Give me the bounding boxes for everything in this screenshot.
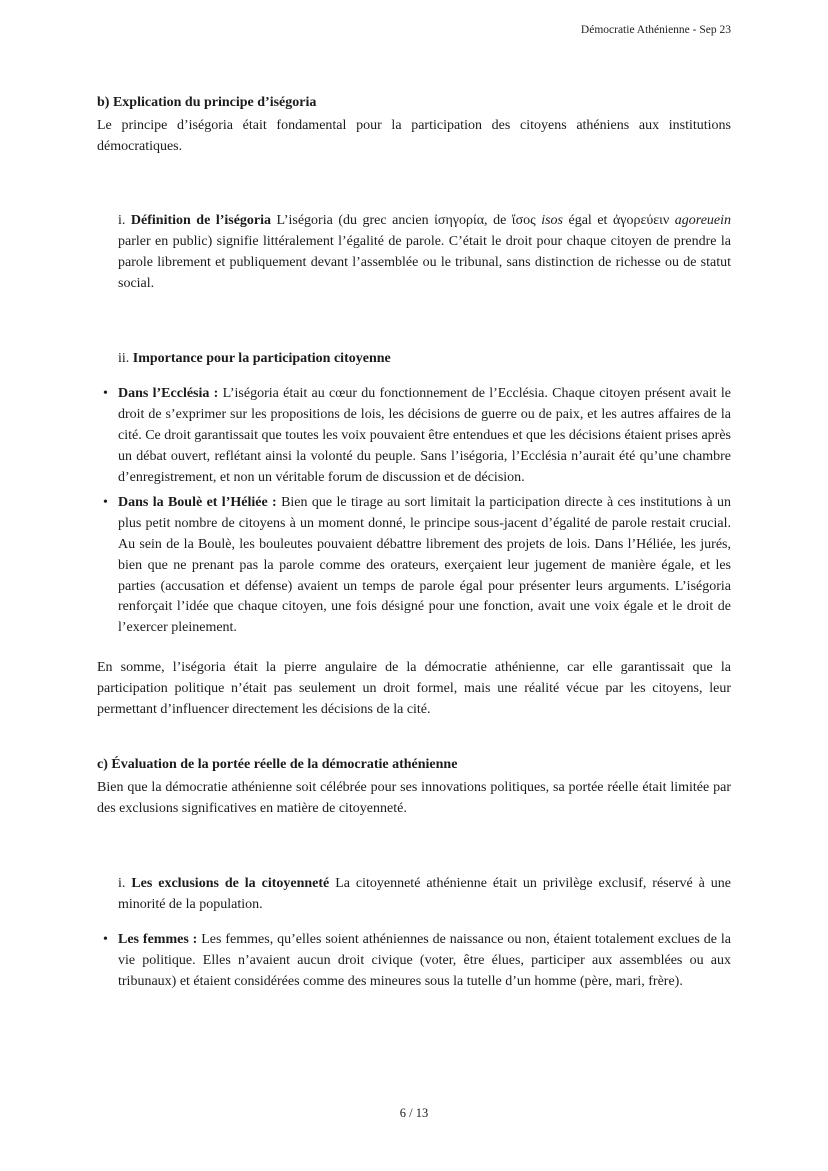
subsection-paragraph bbox=[118, 211, 731, 294]
subsection-paragraph bbox=[118, 349, 731, 370]
run-bold: Les femmes : bbox=[118, 932, 202, 948]
subsection-paragraph bbox=[118, 874, 731, 916]
page-header bbox=[581, 24, 731, 36]
document-content bbox=[97, 93, 731, 993]
run-text: L’iségoria était au cœur du fonctionnement de l’Ecclésia. Chaque citoyen présent avait le droit de s’exprimer sur les propositions de lois, les décisions de guerre ou de paix, et les autres affaires de la cité. Ce droit garantissait que toutes les voix pouvaient être entendues et que les décisions étaient prises après un débat ouvert, reflétant ainsi la volonté du peuple. Sans l’iségoria, l’Ecclésia n’aurait été qu’une chambre d’enregistrement, et non un véritable forum de discussion et de décision. bbox=[118, 386, 731, 485]
run-bold: c) Évaluation de la portée réelle de la démocratie athénienne bbox=[97, 757, 458, 773]
paragraph bbox=[97, 658, 731, 720]
run-bold: Dans l’Ecclésia : bbox=[118, 386, 223, 402]
run-text: ii. bbox=[118, 350, 133, 366]
bullet-item bbox=[97, 493, 731, 639]
header-title: Démocratie Athénienne - Sep 23 bbox=[580, 24, 731, 36]
run-text: i. bbox=[118, 213, 131, 229]
bullet-item bbox=[97, 384, 731, 488]
run-text: La citoyenneté athénienne était un privilège exclusif, réservé à une minorité de la population. bbox=[118, 875, 731, 912]
run-bold: Dans la Boulè et l’Héliée : bbox=[118, 495, 282, 511]
run-text: L’iségoria (du grec ancien ἰσηγορία, de ἴσος bbox=[271, 213, 542, 229]
run-bold: b) Explication du principe d’iségoria bbox=[97, 95, 317, 110]
run-text: parler en public) signifie littéralement l’égalité de parole. C’était le droit pour chaque citoyen de prendre la parole librement et publiquement devant l’assemblée ou le tribunal, sans distinction de richesse ou de statut social. bbox=[118, 234, 731, 291]
paragraph bbox=[97, 778, 731, 820]
run-text: En somme, l’iségoria était la pierre angulaire de la démocratie athénienne, car elle garantissait que la participation politique n’était pas seulement un droit formel, mais une réalité vécue par les citoyens, leur permettant d’influencer directement les décisions de la cité. bbox=[97, 659, 731, 717]
paragraph bbox=[97, 116, 731, 158]
page-number: 6 / 13 bbox=[399, 1106, 429, 1120]
section-heading bbox=[97, 755, 731, 776]
run-text: égal et ἀγορεύειν bbox=[562, 213, 675, 229]
run-text: Bien que la démocratie athénienne soit célébrée pour ses innovations politiques, sa portée réelle était limitée par des exclusions significatives en matière de citoyenneté. bbox=[97, 780, 731, 816]
run-italic: agoreuein bbox=[674, 213, 732, 229]
run-text: Les femmes, qu’elles soient athéniennes de naissance ou non, étaient totalement exclues de la vie politique. Elles n’avaient aucun droit civique (voter, être élues, participer aux assemblées ou aux tribunaux) et étaient considérées comme des mineures sous la tutelle d’un homme (père, mari, frère). bbox=[118, 932, 731, 989]
run-text: i. bbox=[118, 875, 132, 891]
page-footer bbox=[0, 1106, 828, 1121]
run-text: Le principe d’iségoria était fondamental pour la participation des citoyens athéniens aux institutions démocratiques. bbox=[97, 117, 731, 154]
bullet-item bbox=[97, 930, 731, 992]
run-bold: Importance pour la participation citoyenne bbox=[132, 350, 391, 366]
run-italic: isos bbox=[541, 213, 563, 229]
section-heading bbox=[97, 93, 731, 114]
run-text: Bien que le tirage au sort limitait la participation directe à ces institutions à un plus petit nombre de citoyens à un moment donné, le principe sous-jacent d’égalité de parole restait crucial. Au sein de la Boulè, les bouleutes pouvaient débattre librement des projets de lois. Dans l’Héliée, les jurés, bien que ne prenant pas la parole comme des orateurs, exerçaient leur jugement de manière égale, et les parties (accusation et défense) avaient un temps de parole égal pour présenter leurs arguments. L’iségoria renforçait l’idée que chaque citoyen, une fois désigné pour une fonction, avait une voix égale et le droit de l’exercer pleinement. bbox=[118, 495, 731, 636]
run-bold: Définition de l’iségoria bbox=[130, 213, 272, 229]
run-bold: Les exclusions de la citoyenneté bbox=[131, 875, 330, 891]
